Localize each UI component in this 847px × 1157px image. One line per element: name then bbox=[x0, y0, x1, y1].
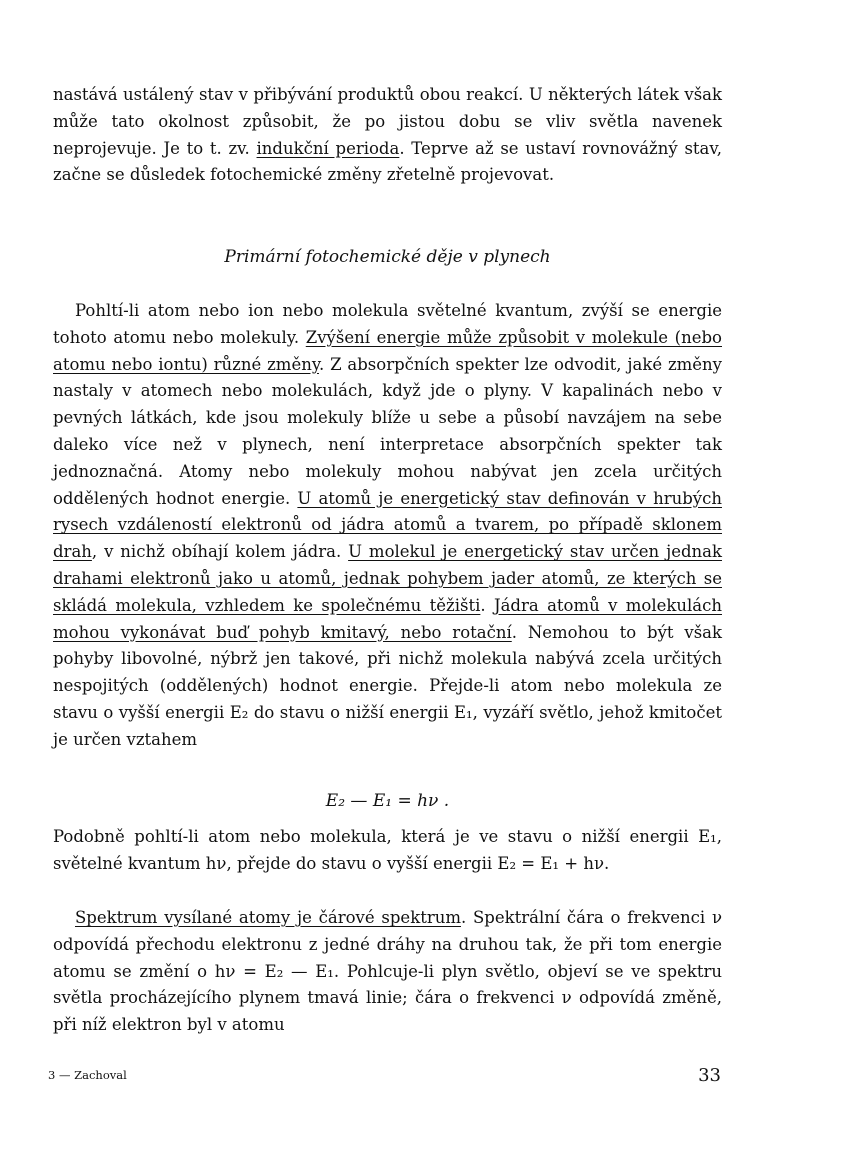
p4-text: . Spektrální čára o frekvenci ν odpovídá přechodu elektronu z jedné dráhy na druhou tak, že při tom energie atomu se změní o hν = E₂ — E₁. Pohlcuje-li plyn světlo, objeví se ve spektru světla procházejícího plynem tmavá linie; čára o frekvenci ν odpovídá změně, při níž elektron byl v atomu bbox=[53, 908, 722, 1035]
p1-text-1: nastává ustálený stav v přibývání produktů obou reakcí. U některých látek však může tato okolnost způsobit, že po jistou dobu se vliv světla navenek neprojevuje. Je to t. zv. bbox=[53, 85, 722, 158]
paragraph-1 bbox=[53, 82, 722, 189]
p2-underlined-3: U molekul je energetický stav určen jednak drahami elektronů jako u atomů, jednak pohybem jader atomů, ze kterých se skládá molekula, vzhledem ke společnému těžišti bbox=[53, 542, 722, 615]
paragraph-4 bbox=[53, 905, 722, 1039]
p2-text-3: , v nichž obíhají kolem jádra. bbox=[91, 542, 349, 562]
p2-text-4: . bbox=[480, 595, 494, 615]
p2-text-5: . Nemohou to být však pohyby libovolné, nýbrž jen takové, při nichž molekula nabývá zcela určitých nespojitých (oddělených) hodnot energie. Přejde-li atom nebo molekula ze stavu o vyšší energii E₂ do stavu o nižší energii E₁, vyzáří světlo, jehož kmitočet je určen vztahem bbox=[53, 622, 722, 749]
section-heading: Primární fotochemické děje v plynech bbox=[224, 247, 551, 267]
energy-formula: E₂ — E₁ = hν . bbox=[325, 791, 450, 811]
paragraph-3: Podobně pohltí-li atom nebo molekula, která je ve stavu o nižší energii E₁, světelné kvantum hν, přejde do stavu o vyšší energii E₂ = E₁ + hν. bbox=[53, 827, 722, 873]
paragraph-2 bbox=[53, 298, 722, 754]
printer-signature: 3 — Zachoval bbox=[48, 1068, 127, 1082]
page-number: 33 bbox=[698, 1065, 721, 1086]
p2-underlined-2: U atomů je energetický stav definován v hrubých rysech vzdáleností elektronů od jádra atomů a tvarem, po případě sklonem drah bbox=[53, 488, 722, 562]
p2-underlined-4: Jádra atomů v molekulách mohou vykonávat buď pohyb kmitavý, nebo rotační bbox=[53, 595, 722, 642]
p1-text-2: . Teprve až se ustaví rovnovážný stav, začne se důsledek fotochemické změny zřetelně projevovat. bbox=[53, 138, 722, 185]
p1-underlined-term: indukční perioda bbox=[256, 138, 400, 158]
p2-underlined-1: Zvýšení energie může způsobit v molekule (nebo atomu nebo iontu) různé změny bbox=[53, 327, 722, 374]
p2-text-2: . Z absorpčních spekter lze odvodit, jaké změny nastaly v atomech nebo molekulách, když jde o plyny. V kapalinách nebo v pevných látkách, kde jsou molekuly blíže u sebe a působí navzájem na sebe daleko více než v plynech, není interpretace absorpčních spekter tak jednoznačná. Atomy nebo molekuly mohou nabývat jen zcela určitých oddělených hodnot energie. bbox=[53, 354, 722, 508]
p2-text-1: Pohltí-li atom nebo ion nebo molekula světelné kvantum, zvýší se energie tohoto atomu nebo molekuly. bbox=[53, 301, 722, 347]
p4-underlined: Spektrum vysílané atomy je čárové spektrum bbox=[75, 908, 461, 927]
